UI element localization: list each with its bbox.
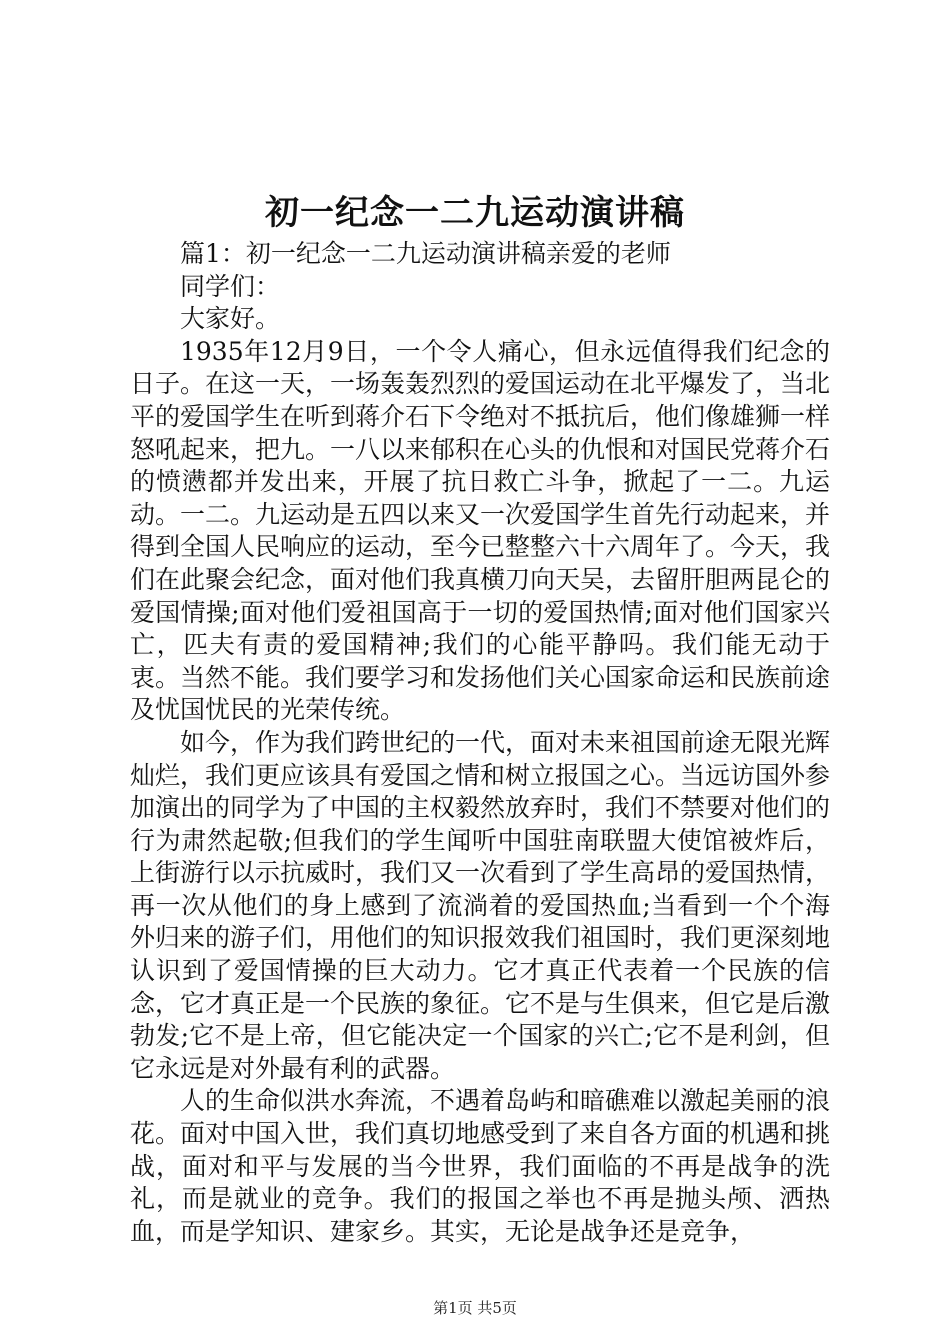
paragraph-body-3: 人的生命似洪水奔流，不遇着岛屿和暗礁难以激起美丽的浪花。面对中国入世，我们真切地感受到了来自各方面的机遇和挑战，面对和平与发展的当今世界，我们面临的不再是战争的洗礼，而是就业的竞争。我们的报国之举也不再是抛头颅、洒热血，而是学知识、建家乡。其实，无论是战争还是竞争， [130,1086,831,1246]
document-body [130,238,830,1248]
paragraph-heading: 篇1：初一纪念一二九运动演讲稿亲爱的老师 [180,239,671,268]
document-title: 初一纪念一二九运动演讲稿 [265,193,685,233]
paragraph-body-1: 1935年12月9日，一个令人痛心，但永远值得我们纪念的日子。在这一天，一场轰轰烈烈的爱国运动在北平爆发了，当北平的爱国学生在听到蒋介石下令绝对不抵抗后，他们像雄狮一样怒吼起来，把九。一八以来郁积在心头的仇恨和对国民党蒋介石的愤懑都并发出来，开展了抗日救亡斗争，掀起了一二。九运动。一二。九运动是五四以来又一次爱国学生首先行动起来，并得到全国人民响应的运动，至今已整整六十六周年了。今天，我们在此聚会纪念，面对他们我真横刀向天吴，去留肝胆两昆仑的爱国情操;面对他们爱祖国高于一切的爱国热情;面对他们国家兴亡，匹夫有责的爱国精神;我们的心能平静吗。我们能无动于衷。当然不能。我们要学习和发扬他们关心国家命运和民族前途及忧国忧民的光荣传统。 [130,336,831,725]
paragraph-greeting: 大家好。 [180,304,281,334]
paragraph-body-2: 如今，作为我们跨世纪的一代，面对未来祖国前途无限光辉灿烂，我们更应该具有爱国之情和树立报国之心。当远访国外参加演出的同学为了中国的主权毅然放弃时，我们不禁要对他们的行为肃然起敬;但我们的学生闻听中国驻南联盟大使馆被炸后，上街游行以示抗威时，我们又一次看到了学生高昂的爱国热情，再一次从他们的身上感到了流淌着的爱国热血;当看到一个个海外归来的游子们，用他们的知识报效我们祖国时，我们更深刻地认识到了爱国情操的巨大动力。它才真正代表着一个民族的信念，它才真正是一个民族的象征。它不是与生俱来，但它是后激勃发;它不是上帝，但它能决定一个国家的兴亡;它不是利剑，但它永远是对外最有利的武器。 [130,727,831,1083]
paragraph-salutation: 同学们： [180,271,281,301]
page-number-footer: 第1页 共5页 [433,1299,517,1317]
